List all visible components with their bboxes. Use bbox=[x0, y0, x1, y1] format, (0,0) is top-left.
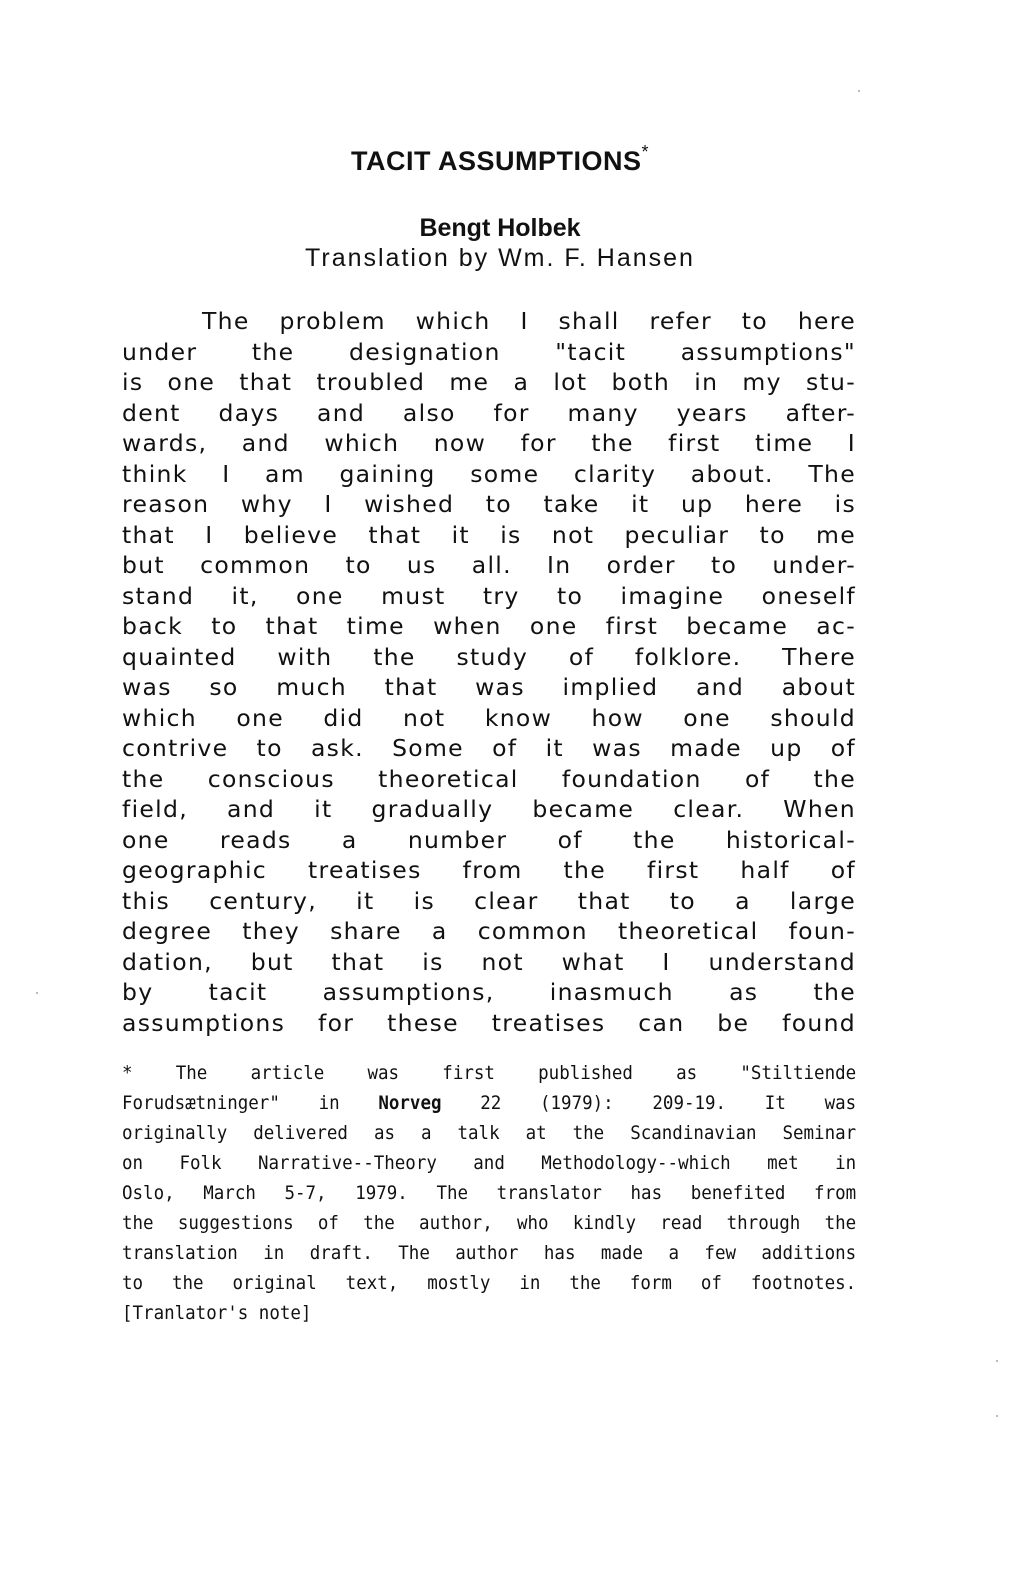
body-line: but common to us all. In order to under- bbox=[122, 551, 856, 579]
body-line: one reads a number of the historical- bbox=[122, 825, 856, 854]
footnote bbox=[122, 1058, 857, 1328]
body-line: contrive to ask. Some of it was made up of bbox=[122, 734, 856, 762]
body-line: field, and it gradually became clear. When bbox=[122, 795, 856, 823]
scan-speck bbox=[36, 992, 38, 994]
body-line: wards, and which now for the first time I bbox=[122, 429, 856, 457]
footnote-line-citation bbox=[122, 1088, 856, 1118]
footnote-line: * The article was first published as "Stiltiende bbox=[122, 1062, 857, 1084]
scan-speck bbox=[996, 1360, 998, 1362]
footnote-line: originally delivered as a talk at the Scandinavian Seminar bbox=[122, 1122, 857, 1144]
body-line: which one did not know how one should bbox=[122, 703, 856, 732]
body-line: assumptions for these treatises can be found bbox=[122, 1008, 856, 1037]
body-line: reason why I wished to take it up here is bbox=[122, 490, 856, 518]
body-line: The problem which I shall refer to here bbox=[202, 307, 856, 335]
footnote-line: to the original text, mostly in the form of footnotes. bbox=[122, 1272, 857, 1294]
author-name: Bengt Holbek bbox=[419, 214, 581, 242]
article-title bbox=[0, 142, 1000, 177]
footnote-line: translation in draft. The author has made a few additions bbox=[122, 1242, 857, 1264]
footnote-line: [Tranlator's note] bbox=[122, 1302, 312, 1324]
footnote-line: the suggestions of the author, who kindly read through the bbox=[122, 1212, 857, 1234]
body-line: back to that time when one first became ac- bbox=[122, 612, 856, 640]
body-line: that I believe that it is not peculiar to me bbox=[122, 520, 856, 549]
translator-credit: Translation by Wm. F. Hansen bbox=[305, 244, 695, 272]
body-line: degree they share a common theoretical foun- bbox=[122, 917, 856, 945]
body-line: was so much that was implied and about bbox=[122, 673, 856, 701]
body-line: geographic treatises from the first half of bbox=[122, 856, 856, 884]
footnote-line: Oslo, March 5-7, 1979. The translator has benefited from bbox=[122, 1182, 857, 1204]
body-line: dent days and also for many years after- bbox=[122, 398, 856, 427]
body-line: the conscious theoretical foundation of the bbox=[122, 764, 856, 793]
footnote-line: on Folk Narrative--Theory and Methodology--which met in bbox=[122, 1152, 857, 1174]
footnote-text: Forudsætninger" in bbox=[122, 1092, 340, 1114]
scan-speck bbox=[858, 90, 860, 92]
body-line: dation, but that is not what I understand bbox=[122, 947, 856, 976]
body-line: is one that troubled me a lot both in my stu- bbox=[122, 368, 856, 396]
body-line: quainted with the study of folklore. There bbox=[122, 642, 856, 671]
title-footnote-mark: * bbox=[641, 142, 649, 162]
body-line: under the designation "tacit assumptions" bbox=[122, 337, 856, 366]
body-paragraph bbox=[122, 306, 856, 1038]
body-line: think I am gaining some clarity about. The bbox=[122, 459, 856, 488]
body-line: by tacit assumptions, inasmuch as the bbox=[122, 978, 856, 1006]
article-title-text: TACIT ASSUMPTIONS bbox=[350, 146, 642, 176]
body-line: this century, it is clear that to a large bbox=[122, 886, 856, 915]
scan-speck bbox=[996, 1415, 998, 1417]
journal-name: Norveg bbox=[378, 1092, 442, 1114]
footnote-text: 22 (1979): 209-19. It was bbox=[480, 1092, 857, 1114]
body-line: stand it, one must try to imagine oneself bbox=[122, 581, 856, 610]
